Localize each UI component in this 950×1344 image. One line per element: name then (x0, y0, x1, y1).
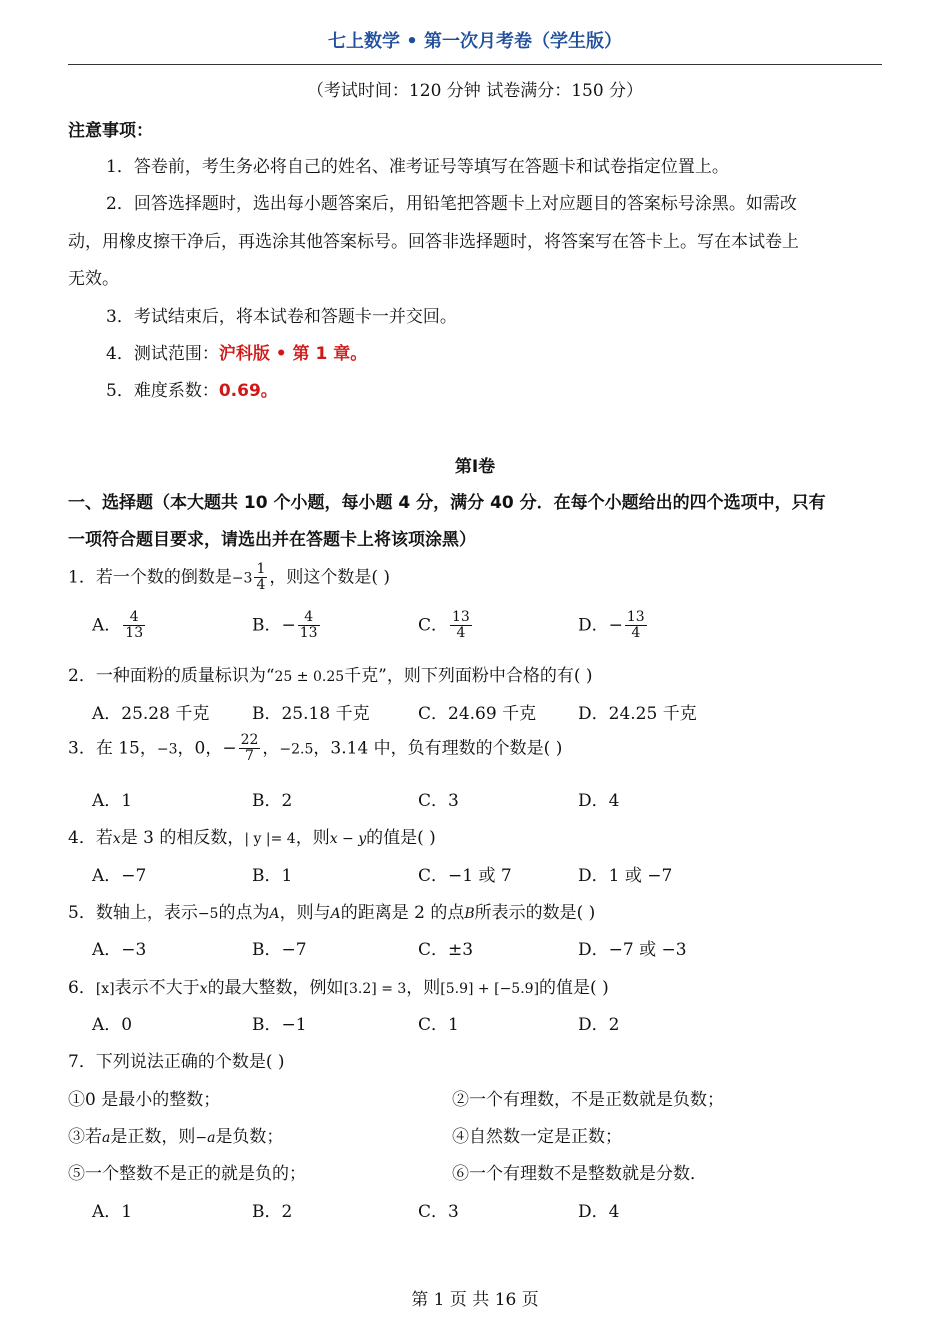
q4-option-a[interactable]: A．−7 (92, 866, 147, 886)
q6-prefix: 6． (68, 978, 96, 998)
q1-option-b[interactable] (252, 610, 322, 642)
q3-option-a[interactable]: A．1 (92, 791, 133, 811)
section-heading-line2: 一项符合题目要求，请选出并在答题卡上将该项涂黑） (68, 530, 476, 550)
note-item-5-prefix: 5．难度系数： (106, 381, 219, 401)
q3-option-c[interactable]: C．3 (418, 791, 459, 811)
q1-d-sign: − (608, 615, 623, 636)
section-heading-line1: 一、选择题（本大题共 10 个小题，每小题 4 分，满分 40 分．在每个小题给出的四个选项中，只有 (68, 493, 826, 513)
q5-a2: A (330, 906, 341, 922)
note-item-4-prefix: 4．测试范围： (106, 344, 219, 364)
q7-option-a[interactable]: A．1 (92, 1202, 133, 1222)
q1-suffix: ，则这个数是( ) (269, 567, 391, 588)
q3-sign: − (222, 738, 237, 759)
difficulty-value: 0.69。 (218, 381, 278, 401)
q4-prefix: 4．若 (68, 828, 113, 848)
q1-fraction (254, 562, 267, 594)
question-3-stem (68, 733, 562, 765)
q6-mid3: ，则 (406, 978, 441, 998)
header-rule (68, 64, 882, 65)
q7-statement-1: ①0 是最小的整数； (68, 1090, 221, 1110)
q1-d-num: 13 (626, 609, 645, 625)
q1-option-a[interactable] (92, 610, 147, 642)
q2-option-d[interactable]: D．24.25 千克 (578, 704, 697, 724)
q2-suffix: 千克”，则下列面粉中合格的有( ) (344, 666, 593, 686)
q5-option-d[interactable]: D．−7 或 −3 (578, 940, 687, 960)
question-7-stem: 7．下列说法正确的个数是( ) (68, 1052, 285, 1072)
q5-suffix: 所表示的数是( ) (474, 903, 596, 923)
q5-a1: A (269, 906, 280, 922)
q3-frac-den: 7 (245, 748, 254, 765)
q3-mid1: ，0， (177, 738, 223, 759)
q5-option-a[interactable]: A．−3 (92, 940, 147, 960)
q6-m3: [5.9] + [−5.9] (440, 981, 540, 997)
q7-s3-mid: 是正数，则 (110, 1127, 196, 1147)
question-1-stem (68, 562, 390, 594)
q7-statement-3 (68, 1122, 283, 1147)
question-4-stem (68, 823, 436, 848)
q1-frac-den: 4 (256, 577, 266, 594)
q5-mid2: ，则与 (279, 903, 331, 923)
note-item-3: 3．考试结束后，将本试卷和答题卡一并交回。 (106, 307, 457, 327)
q5-b: B (464, 906, 475, 922)
q2-option-b[interactable]: B．25.18 千克 (252, 704, 370, 724)
q4-expr: x − y (329, 831, 367, 847)
q6-option-d[interactable]: D．2 (578, 1015, 620, 1035)
q7-option-b[interactable]: B．2 (252, 1202, 293, 1222)
q2-option-c[interactable]: C．24.69 千克 (418, 704, 537, 724)
volume-title: 第Ⅰ卷 (454, 457, 496, 477)
q6-m2: [3.2] = 3 (343, 981, 407, 997)
q1-a-num: 4 (123, 610, 145, 626)
q1-b-label: B． (252, 615, 282, 636)
exam-meta: （考试时间：120 分钟 试卷满分：150 分） (306, 81, 644, 101)
q7-s3-suffix: 是负数； (215, 1127, 284, 1147)
q4-mid2: ，则 (295, 828, 330, 848)
note-item-5 (106, 376, 278, 401)
q5-prefix: 5．数轴上，表示 (68, 903, 198, 923)
test-scope-value: 沪科版 • 第 1 章。 (218, 344, 368, 364)
q1-option-c[interactable] (418, 610, 474, 642)
q1-a-den: 13 (125, 625, 144, 642)
notes-heading: 注意事项： (68, 121, 153, 141)
q3-frac-num: 22 (240, 732, 259, 748)
q4-option-c[interactable]: C．−1 或 7 (418, 866, 512, 886)
note-item-2a: 2．回答选择题时，选出每小题答案后，用铅笔把答题卡上对应题目的答案标号涂黑。如需改 (106, 194, 797, 214)
q6-option-b[interactable]: B．−1 (252, 1015, 307, 1035)
q7-option-d[interactable]: D．4 (578, 1202, 620, 1222)
q4-abs: | y |= 4 (244, 831, 296, 847)
q3-option-b[interactable]: B．2 (252, 791, 293, 811)
q1-b-sign: − (281, 615, 296, 636)
q2-option-a[interactable]: A．25.28 千克 (92, 704, 210, 724)
page-number: 第 1 页 共 16 页 (411, 1290, 539, 1310)
q1-d-fraction (625, 610, 647, 642)
q7-option-c[interactable]: C．3 (418, 1202, 459, 1222)
q6-mid1: 表示不大于 (114, 978, 200, 998)
q1-option-d[interactable] (578, 610, 649, 642)
q7-statement-6: ⑥一个有理数不是整数就是分数． (452, 1164, 707, 1184)
question-6-stem (68, 973, 609, 998)
q3-m2: −2.5 (279, 741, 314, 758)
q4-x: x (112, 831, 121, 847)
q4-option-b[interactable]: B．1 (252, 866, 293, 886)
q4-mid1: 是 3 的相反数， (120, 828, 245, 848)
q1-b-den: 13 (299, 625, 318, 642)
note-item-4 (106, 339, 367, 364)
q7-s3-expr: −a (195, 1130, 216, 1146)
q1-d-label: D． (578, 615, 609, 636)
q1-c-label: C． (418, 615, 449, 636)
q1-c-num: 13 (452, 609, 470, 625)
q1-b-num: 4 (298, 610, 320, 626)
note-item-1: 1．答卷前，考生务必将自己的姓名、准考证号等填写在答题卡和试卷指定位置上。 (106, 157, 729, 177)
q2-prefix: 2．一种面粉的质量标识为“ (68, 666, 275, 686)
q1-prefix: 1．若一个数的倒数是 (68, 567, 232, 588)
q6-m1: [x] (95, 981, 115, 997)
q7-statement-2: ②一个有理数，不是正数就是负数； (452, 1090, 724, 1110)
q1-a-label: A． (92, 615, 122, 636)
question-2-stem (68, 661, 593, 686)
q5-mid1: 的点为 (218, 903, 270, 923)
q7-statement-5: ⑤一个整数不是正的就是负的； (68, 1164, 306, 1184)
q7-statement-4: ④自然数一定是正数； (452, 1127, 622, 1147)
q2-math: 25 ± 0.25 (274, 669, 345, 685)
q3-m1: −3 (156, 741, 178, 758)
q4-option-d[interactable]: D．1 或 −7 (578, 866, 673, 886)
q3-fraction (239, 733, 261, 765)
q1-c-den: 4 (456, 625, 466, 642)
q1-d-den: 4 (631, 625, 641, 642)
q3-prefix: 3．在 15， (68, 738, 157, 759)
q6-suffix: 的值是( ) (539, 978, 609, 998)
q1-a-fraction (123, 610, 145, 642)
q1-b-fraction (298, 610, 320, 642)
q5-option-b[interactable]: B．−7 (252, 940, 307, 960)
exam-title: 七上数学 • 第一次月考卷（学生版） (327, 31, 623, 52)
q1-c-fraction (450, 610, 472, 642)
q1-frac-num: 1 (256, 561, 266, 577)
q5-mid3: 的距离是 2 的点 (340, 903, 465, 923)
q3-suffix: ，3.14 中，负有理数的个数是( ) (313, 738, 563, 759)
q4-suffix: 的值是( ) (366, 828, 436, 848)
q6-x: x (199, 981, 208, 997)
q6-option-c[interactable]: C．1 (418, 1015, 459, 1035)
q5-m: −5 (197, 906, 219, 922)
q3-mid2: ， (262, 738, 280, 759)
q3-option-d[interactable]: D．4 (578, 791, 620, 811)
note-item-2b: 动，用橡皮擦干净后，再选涂其他答案标号。回答非选择题时，将答案写在答卡上。写在本试卷上 (68, 232, 799, 252)
q7-s3-prefix: ③若 (68, 1127, 102, 1147)
q1-whole: −3 (231, 570, 253, 587)
question-5-stem (68, 898, 595, 923)
q6-mid2: 的最大整数，例如 (207, 978, 344, 998)
q6-option-a[interactable]: A．0 (92, 1015, 133, 1035)
q5-option-c[interactable]: C．±3 (418, 940, 474, 960)
note-item-2c: 无效。 (68, 269, 119, 289)
q7-s3-a: a (102, 1130, 111, 1146)
